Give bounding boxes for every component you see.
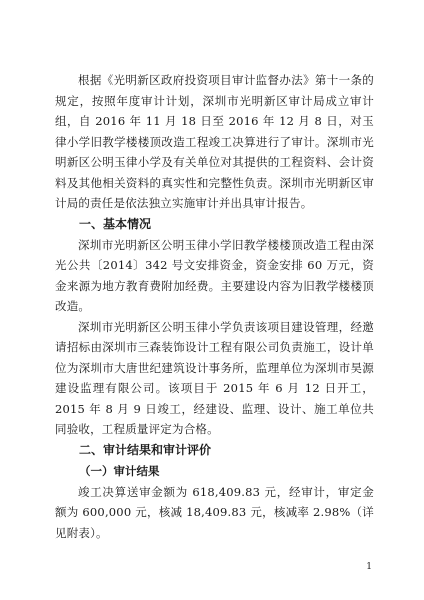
subsection1-paragraph: 竣工决算送审金额为 618,409.83 元，经审计，审定金额为 600,000 元，核减 18,409.83 元，核减率 2.98%（详见附表）。 <box>55 484 374 540</box>
section1-heading: 一、基本情况 <box>79 216 152 231</box>
intro-paragraph: 根据《光明新区政府投资项目审计监督办法》第十一条的规定，按照年度审计计划，深圳市光明新区审计局成立审计组，自 2016 年 11 月 18 日至 2016 年 12 月 8 日，对玉律小学旧教学楼楼顶改造工程竣工决算进行了审计。深圳市光明新区公明玉律小学及有关单位对其提供的工程资料、会计资料及其他相关资料的真实性和完整性负责。深圳市光明新区审计局的责任是依法独立实施审计并出具审计报告。 <box>55 73 374 210</box>
section2-heading: 二、审计结果和审计评价 <box>79 442 212 457</box>
subsection1-heading: （一）审计结果 <box>79 463 160 478</box>
page-number: 1 <box>366 562 372 572</box>
section1-paragraph-1: 深圳市光明新区公明玉律小学旧教学楼楼顶改造工程由深光公共〔2014〕342 号文安排资金，资金安排 60 万元，资金来源为地方教育费附加经费。主要建设内容为旧教学楼楼顶改造。 <box>55 237 374 313</box>
section1-paragraph-2: 深圳市光明新区公明玉律小学负责该项目建设管理，经邀请招标由深圳市三森装饰设计工程有限公司负责施工，设计单位为深圳市大唐世纪建筑设计事务所，监理单位为深圳市昊源建设监理有限公司。该项目于 2015 年 6 月 12 日开工，2015 年 8 月 9 日竣工，经建设、监理、设计、施工单位共同验收，工程质量评定为合格。 <box>55 319 374 436</box>
